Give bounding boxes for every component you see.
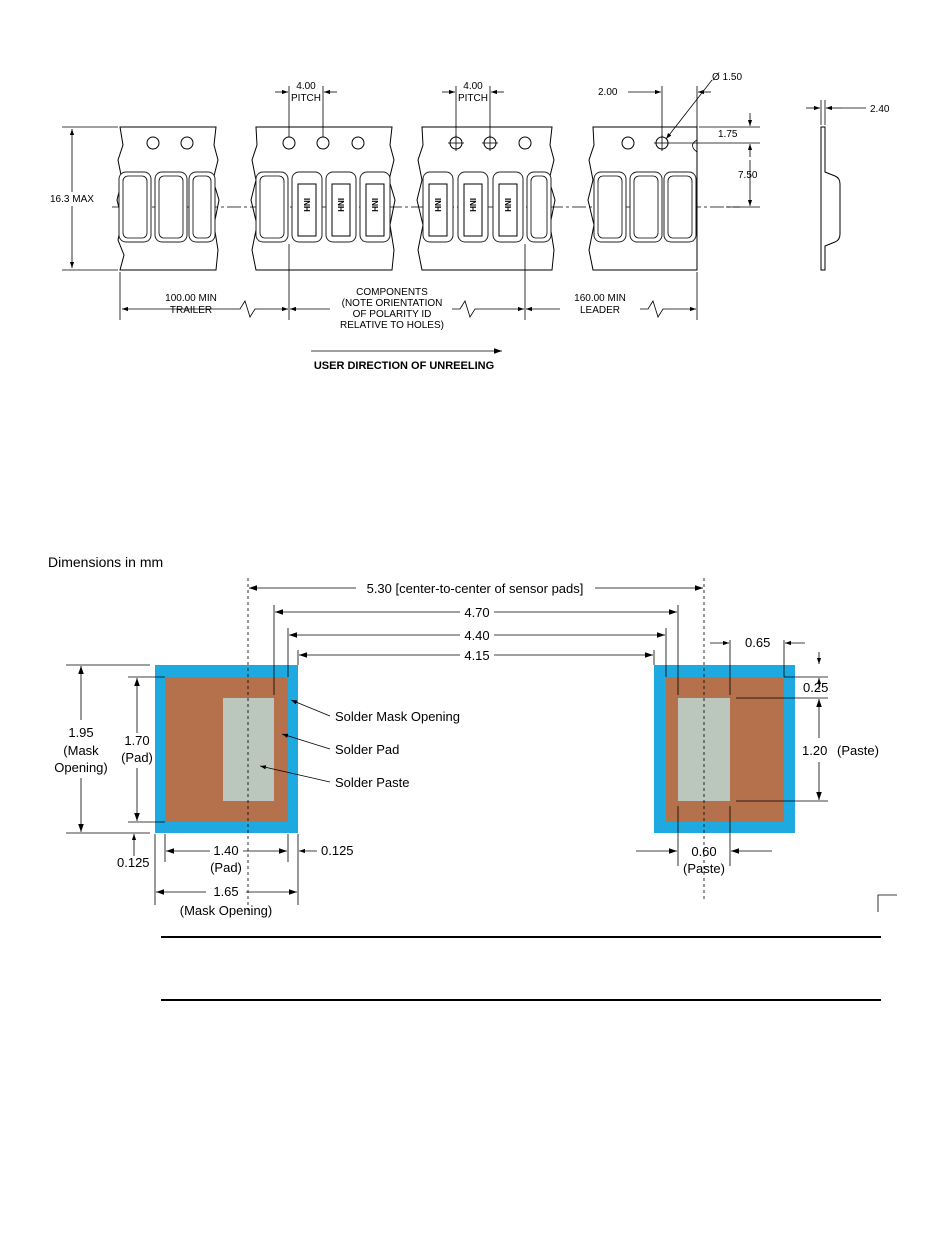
dim-415: 4.15 — [464, 648, 490, 663]
center-to-center-dimension: 5.30 [center-to-center of sensor pads] — [366, 581, 584, 596]
units-label: Dimensions in mm — [48, 554, 164, 570]
tape-side-view — [806, 100, 890, 270]
dim-120-label: (Paste) — [837, 743, 879, 758]
trailer-value: 100.00 MIN — [165, 293, 217, 304]
components-line-2: (NOTE ORIENTATION — [341, 298, 443, 309]
dim-195-label-2: Opening) — [54, 760, 108, 775]
callout-solder-paste: Solder Paste — [335, 775, 410, 790]
dim-120: 1.20 — [802, 743, 828, 758]
callout-solder-mask: Solder Mask Opening — [335, 709, 461, 724]
pitch-value-1: 4.00 — [296, 81, 316, 92]
unreeling-direction-label: USER DIRECTION OF UNREELING — [313, 360, 495, 372]
hole-edge-dimension: 1.75 — [718, 129, 738, 140]
footprint-drawing — [48, 554, 897, 918]
dim-470: 4.70 — [464, 605, 490, 620]
trailer-label: TRAILER — [169, 305, 213, 316]
dim-165-label: (Mask Opening) — [179, 903, 273, 918]
dim-0125-left: 0.125 — [117, 855, 150, 870]
components-line-4: RELATIVE TO HOLES) — [340, 320, 444, 331]
corner-mark — [878, 895, 897, 912]
left-solder-paste — [223, 698, 274, 801]
dim-065: 0.65 — [745, 635, 771, 650]
hole-offset-dimension: 2.00 — [598, 87, 618, 98]
dim-195: 1.95 — [68, 725, 94, 740]
dim-165: 1.65 — [213, 884, 239, 899]
hole-to-center-dimension: 7.50 — [738, 170, 758, 181]
part-marking: INH — [302, 198, 311, 212]
dim-170-label: (Pad) — [121, 750, 153, 765]
leader-value: 160.00 MIN — [574, 293, 626, 304]
dim-025: 0.25 — [803, 680, 829, 695]
dim-0125-right: 0.125 — [321, 843, 354, 858]
callout-solder-pad: Solder Pad — [335, 742, 400, 757]
part-marking: INH — [433, 198, 442, 212]
part-marking: INH — [503, 198, 512, 212]
components-line-3: OF POLARITY ID — [352, 309, 432, 320]
tape-width-dimension: 16.3 MAX — [50, 194, 94, 205]
dim-060-label: (Paste) — [683, 861, 725, 876]
tape-thickness-dimension: 2.40 — [870, 104, 890, 115]
tape-reel-drawing — [50, 72, 890, 372]
right-solder-paste — [678, 698, 730, 801]
dim-170: 1.70 — [124, 733, 150, 748]
dim-440: 4.40 — [464, 628, 490, 643]
pitch-label-2: PITCH — [458, 93, 488, 104]
pitch-value-2: 4.00 — [463, 81, 483, 92]
dim-140-label: (Pad) — [210, 860, 242, 875]
components-line-1: COMPONENTS — [356, 287, 428, 298]
dim-060: 0.60 — [691, 844, 717, 859]
part-marking: INH — [336, 198, 345, 212]
leader-label: LEADER — [579, 305, 621, 316]
dim-195-label-1: (Mask — [63, 743, 99, 758]
part-marking: INH — [468, 198, 477, 212]
hole-diameter-dimension: Ø 1.50 — [712, 72, 743, 83]
dim-140: 1.40 — [213, 843, 239, 858]
pitch-label-1: PITCH — [291, 93, 321, 104]
part-marking: INH — [370, 198, 379, 212]
sprocket-holes — [147, 135, 670, 151]
